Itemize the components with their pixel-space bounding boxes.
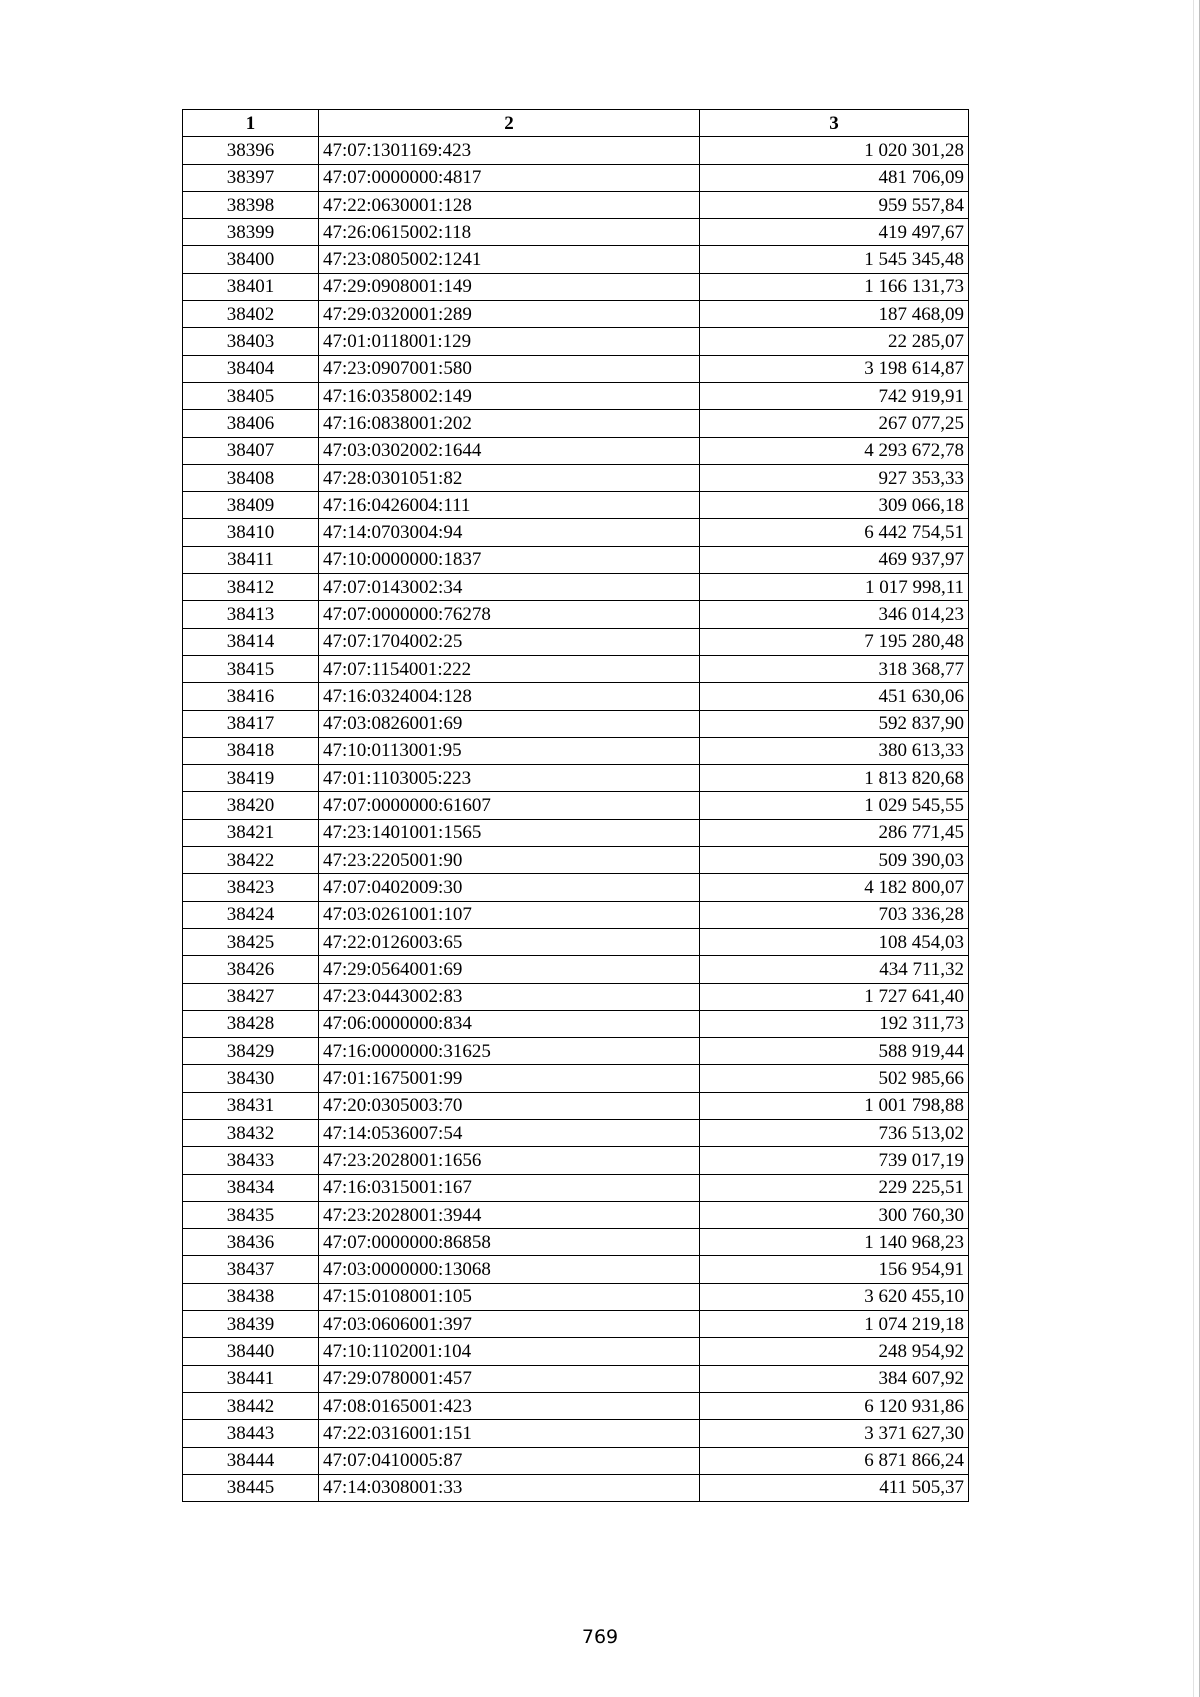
row-number-cell: 38413	[183, 601, 319, 628]
row-number-cell: 38438	[183, 1283, 319, 1310]
row-number-cell: 38423	[183, 874, 319, 901]
table-row	[183, 1365, 969, 1392]
cadastral-number-cell: 47:03:0302002:1644	[319, 437, 700, 464]
table-header	[183, 110, 969, 137]
cadastral-number-cell: 47:26:0615002:118	[319, 219, 700, 246]
row-number-cell: 38426	[183, 956, 319, 983]
value-cell: 346 014,23	[700, 601, 969, 628]
cadastral-number-cell: 47:01:0118001:129	[319, 328, 700, 355]
table-row	[183, 765, 969, 792]
value-cell: 411 505,37	[700, 1474, 969, 1501]
value-cell: 1 140 968,23	[700, 1229, 969, 1256]
row-number-cell: 38405	[183, 382, 319, 409]
table-body	[183, 137, 969, 1502]
row-number-cell: 38424	[183, 901, 319, 928]
cadastral-number-cell: 47:01:1675001:99	[319, 1065, 700, 1092]
cadastral-number-cell: 47:03:0261001:107	[319, 901, 700, 928]
value-cell: 1 020 301,28	[700, 137, 969, 164]
value-cell: 6 871 866,24	[700, 1447, 969, 1474]
row-number-cell: 38406	[183, 410, 319, 437]
value-cell: 451 630,06	[700, 683, 969, 710]
cadastral-number-cell: 47:07:0000000:4817	[319, 164, 700, 191]
row-number-cell: 38408	[183, 464, 319, 491]
cadastral-number-cell: 47:03:0000000:13068	[319, 1256, 700, 1283]
cadastral-number-cell: 47:14:0308001:33	[319, 1474, 700, 1501]
table-row	[183, 1447, 969, 1474]
cadastral-number-cell: 47:23:2028001:3944	[319, 1201, 700, 1228]
table-row	[183, 901, 969, 928]
value-cell: 502 985,66	[700, 1065, 969, 1092]
table-row	[183, 1092, 969, 1119]
table-row	[183, 1065, 969, 1092]
row-number-cell: 38409	[183, 492, 319, 519]
value-cell: 22 285,07	[700, 328, 969, 355]
value-cell: 108 454,03	[700, 928, 969, 955]
value-cell: 192 311,73	[700, 1010, 969, 1037]
table-row	[183, 1392, 969, 1419]
table-row	[183, 983, 969, 1010]
value-cell: 1 074 219,18	[700, 1311, 969, 1338]
value-cell: 1 727 641,40	[700, 983, 969, 1010]
value-cell: 318 368,77	[700, 655, 969, 682]
table-row	[183, 1229, 969, 1256]
cadastral-number-cell: 47:28:0301051:82	[319, 464, 700, 491]
value-cell: 739 017,19	[700, 1147, 969, 1174]
table-row	[183, 1038, 969, 1065]
table-row	[183, 1283, 969, 1310]
cadastral-number-cell: 47:23:2205001:90	[319, 847, 700, 874]
column-header-3: 3	[700, 110, 969, 137]
cadastral-number-cell: 47:16:0315001:167	[319, 1174, 700, 1201]
table-row	[183, 1174, 969, 1201]
table-row	[183, 737, 969, 764]
value-cell: 959 557,84	[700, 191, 969, 218]
row-number-cell: 38400	[183, 246, 319, 273]
table-row	[183, 683, 969, 710]
row-number-cell: 38417	[183, 710, 319, 737]
row-number-cell: 38432	[183, 1119, 319, 1146]
cadastral-number-cell: 47:07:0402009:30	[319, 874, 700, 901]
value-cell: 1 017 998,11	[700, 574, 969, 601]
value-cell: 509 390,03	[700, 847, 969, 874]
value-cell: 703 336,28	[700, 901, 969, 928]
cadastral-number-cell: 47:07:0000000:61607	[319, 792, 700, 819]
cadastral-number-cell: 47:22:0316001:151	[319, 1420, 700, 1447]
table-row	[183, 492, 969, 519]
cadastral-number-cell: 47:07:0000000:76278	[319, 601, 700, 628]
table-row	[183, 382, 969, 409]
table-row	[183, 1010, 969, 1037]
row-number-cell: 38412	[183, 574, 319, 601]
value-cell: 927 353,33	[700, 464, 969, 491]
value-cell: 3 371 627,30	[700, 1420, 969, 1447]
value-cell: 300 760,30	[700, 1201, 969, 1228]
value-cell: 481 706,09	[700, 164, 969, 191]
cadastral-number-cell: 47:15:0108001:105	[319, 1283, 700, 1310]
row-number-cell: 38418	[183, 737, 319, 764]
cadastral-number-cell: 47:06:0000000:834	[319, 1010, 700, 1037]
row-number-cell: 38428	[183, 1010, 319, 1037]
table-row	[183, 1474, 969, 1501]
table-row	[183, 246, 969, 273]
cadastral-number-cell: 47:10:0113001:95	[319, 737, 700, 764]
value-cell: 4 293 672,78	[700, 437, 969, 464]
value-cell: 588 919,44	[700, 1038, 969, 1065]
value-cell: 742 919,91	[700, 382, 969, 409]
cadastral-number-cell: 47:07:0143002:34	[319, 574, 700, 601]
column-header-2: 2	[319, 110, 700, 137]
value-cell: 592 837,90	[700, 710, 969, 737]
value-cell: 7 195 280,48	[700, 628, 969, 655]
table-row	[183, 1119, 969, 1146]
cadastral-number-cell: 47:14:0536007:54	[319, 1119, 700, 1146]
row-number-cell: 38435	[183, 1201, 319, 1228]
value-cell: 156 954,91	[700, 1256, 969, 1283]
page-edge-shadow	[1193, 0, 1194, 1697]
row-number-cell: 38436	[183, 1229, 319, 1256]
row-number-cell: 38420	[183, 792, 319, 819]
row-number-cell: 38440	[183, 1338, 319, 1365]
cadastral-number-cell: 47:08:0165001:423	[319, 1392, 700, 1419]
value-cell: 187 468,09	[700, 301, 969, 328]
row-number-cell: 38443	[183, 1420, 319, 1447]
row-number-cell: 38421	[183, 819, 319, 846]
table-row	[183, 355, 969, 382]
cadastral-number-cell: 47:20:0305003:70	[319, 1092, 700, 1119]
row-number-cell: 38431	[183, 1092, 319, 1119]
cadastral-number-cell: 47:01:1103005:223	[319, 765, 700, 792]
table-row	[183, 847, 969, 874]
cadastral-number-cell: 47:03:0826001:69	[319, 710, 700, 737]
value-cell: 1 166 131,73	[700, 273, 969, 300]
value-cell: 469 937,97	[700, 546, 969, 573]
cadastral-number-cell: 47:14:0703004:94	[319, 519, 700, 546]
page-number: 769	[581, 1626, 619, 1648]
cadastral-number-cell: 47:07:1154001:222	[319, 655, 700, 682]
row-number-cell: 38422	[183, 847, 319, 874]
value-cell: 286 771,45	[700, 819, 969, 846]
data-table	[182, 109, 969, 1502]
value-cell: 419 497,67	[700, 219, 969, 246]
cadastral-number-cell: 47:16:0358002:149	[319, 382, 700, 409]
value-cell: 3 620 455,10	[700, 1283, 969, 1310]
value-cell: 309 066,18	[700, 492, 969, 519]
table-row	[183, 819, 969, 846]
cadastral-number-cell: 47:23:0907001:580	[319, 355, 700, 382]
table-row	[183, 792, 969, 819]
table-row	[183, 928, 969, 955]
table-row	[183, 437, 969, 464]
cadastral-number-cell: 47:16:0000000:31625	[319, 1038, 700, 1065]
value-cell: 4 182 800,07	[700, 874, 969, 901]
value-cell: 248 954,92	[700, 1338, 969, 1365]
table-row	[183, 1311, 969, 1338]
table-row	[183, 546, 969, 573]
cadastral-number-cell: 47:23:0805002:1241	[319, 246, 700, 273]
value-cell: 229 225,51	[700, 1174, 969, 1201]
cadastral-number-cell: 47:29:0564001:69	[319, 956, 700, 983]
row-number-cell: 38442	[183, 1392, 319, 1419]
table-row	[183, 464, 969, 491]
row-number-cell: 38419	[183, 765, 319, 792]
table-row	[183, 273, 969, 300]
value-cell: 1 029 545,55	[700, 792, 969, 819]
row-number-cell: 38399	[183, 219, 319, 246]
value-cell: 6 442 754,51	[700, 519, 969, 546]
value-cell: 434 711,32	[700, 956, 969, 983]
row-number-cell: 38437	[183, 1256, 319, 1283]
table-row	[183, 301, 969, 328]
value-cell: 1 001 798,88	[700, 1092, 969, 1119]
cadastral-number-cell: 47:07:1704002:25	[319, 628, 700, 655]
table-row	[183, 1256, 969, 1283]
table-row	[183, 1201, 969, 1228]
value-cell: 267 077,25	[700, 410, 969, 437]
table-row	[183, 1147, 969, 1174]
row-number-cell: 38430	[183, 1065, 319, 1092]
row-number-cell: 38444	[183, 1447, 319, 1474]
cadastral-number-cell: 47:10:0000000:1837	[319, 546, 700, 573]
cadastral-number-cell: 47:07:1301169:423	[319, 137, 700, 164]
row-number-cell: 38397	[183, 164, 319, 191]
table-row	[183, 219, 969, 246]
row-number-cell: 38439	[183, 1311, 319, 1338]
cadastral-number-cell: 47:22:0630001:128	[319, 191, 700, 218]
row-number-cell: 38427	[183, 983, 319, 1010]
table-row	[183, 601, 969, 628]
table-row	[183, 191, 969, 218]
row-number-cell: 38404	[183, 355, 319, 382]
table-row	[183, 1420, 969, 1447]
row-number-cell: 38429	[183, 1038, 319, 1065]
row-number-cell: 38403	[183, 328, 319, 355]
row-number-cell: 38398	[183, 191, 319, 218]
table-row	[183, 519, 969, 546]
value-cell: 1 545 345,48	[700, 246, 969, 273]
table-row	[183, 874, 969, 901]
table-row	[183, 574, 969, 601]
table-row	[183, 410, 969, 437]
cadastral-number-cell: 47:07:0410005:87	[319, 1447, 700, 1474]
header-row	[183, 110, 969, 137]
cadastral-number-cell: 47:29:0320001:289	[319, 301, 700, 328]
table-row	[183, 137, 969, 164]
table-row	[183, 655, 969, 682]
value-cell: 384 607,92	[700, 1365, 969, 1392]
value-cell: 736 513,02	[700, 1119, 969, 1146]
table-row	[183, 1338, 969, 1365]
cadastral-number-cell: 47:10:1102001:104	[319, 1338, 700, 1365]
row-number-cell: 38425	[183, 928, 319, 955]
value-cell: 1 813 820,68	[700, 765, 969, 792]
row-number-cell: 38402	[183, 301, 319, 328]
table-row	[183, 164, 969, 191]
cadastral-number-cell: 47:16:0324004:128	[319, 683, 700, 710]
row-number-cell: 38411	[183, 546, 319, 573]
row-number-cell: 38410	[183, 519, 319, 546]
cadastral-number-cell: 47:23:1401001:1565	[319, 819, 700, 846]
cadastral-number-cell: 47:16:0426004:111	[319, 492, 700, 519]
cadastral-number-cell: 47:23:2028001:1656	[319, 1147, 700, 1174]
cadastral-number-cell: 47:22:0126003:65	[319, 928, 700, 955]
row-number-cell: 38416	[183, 683, 319, 710]
value-cell: 3 198 614,87	[700, 355, 969, 382]
cadastral-number-cell: 47:03:0606001:397	[319, 1311, 700, 1338]
value-cell: 6 120 931,86	[700, 1392, 969, 1419]
value-cell: 380 613,33	[700, 737, 969, 764]
row-number-cell: 38434	[183, 1174, 319, 1201]
row-number-cell: 38415	[183, 655, 319, 682]
cadastral-number-cell: 47:29:0780001:457	[319, 1365, 700, 1392]
cadastral-number-cell: 47:16:0838001:202	[319, 410, 700, 437]
cadastral-number-cell: 47:07:0000000:86858	[319, 1229, 700, 1256]
table-row	[183, 710, 969, 737]
row-number-cell: 38407	[183, 437, 319, 464]
column-header-1: 1	[183, 110, 319, 137]
cadastral-number-cell: 47:23:0443002:83	[319, 983, 700, 1010]
table-row	[183, 956, 969, 983]
row-number-cell: 38441	[183, 1365, 319, 1392]
row-number-cell: 38445	[183, 1474, 319, 1501]
table-row	[183, 328, 969, 355]
table-row	[183, 628, 969, 655]
row-number-cell: 38401	[183, 273, 319, 300]
cadastral-number-cell: 47:29:0908001:149	[319, 273, 700, 300]
row-number-cell: 38414	[183, 628, 319, 655]
row-number-cell: 38433	[183, 1147, 319, 1174]
row-number-cell: 38396	[183, 137, 319, 164]
